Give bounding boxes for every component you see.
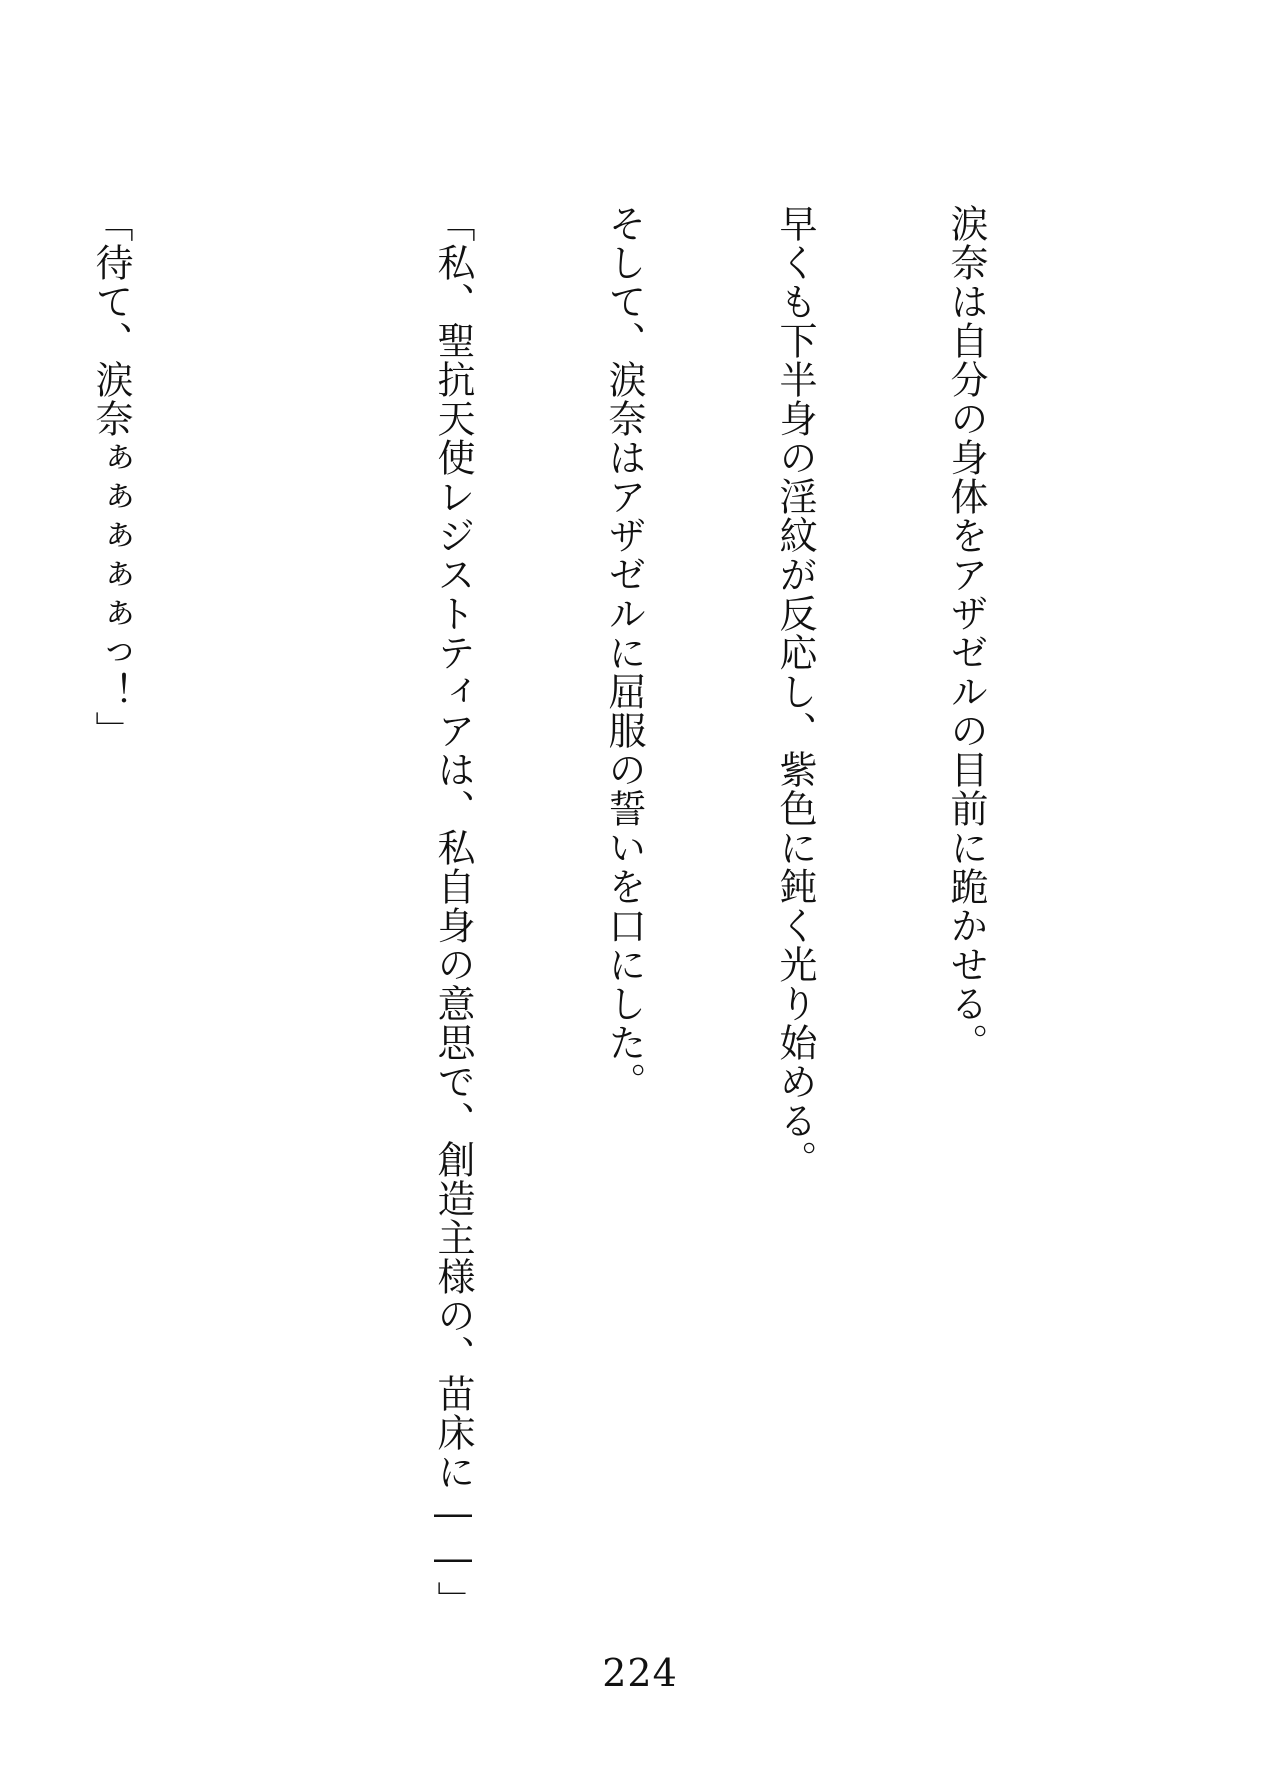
- page-number: 224: [602, 1651, 678, 1695]
- vertical-text-body: [0, 204, 1108, 1634]
- text-line-2: 早くも下半身の淫紋が反応し、紫色に鈍く光り始める。: [773, 204, 817, 1179]
- text-line-1: 涙奈は自分の身体をアザゼルの目前に跪かせる。: [944, 204, 988, 1062]
- text-line-6: 「待て、涙奈ぁぁぁぁぁっ！」: [89, 204, 133, 750]
- text-line-3: そして、涙奈はアザゼルに屈服の誓いを口にした。: [602, 204, 646, 1101]
- blank-line: [253, 204, 310, 1634]
- text-line-4: 「私、聖抗天使レジストティアは、私自身の意思で、創造主様の、苗床に――」: [431, 204, 475, 1620]
